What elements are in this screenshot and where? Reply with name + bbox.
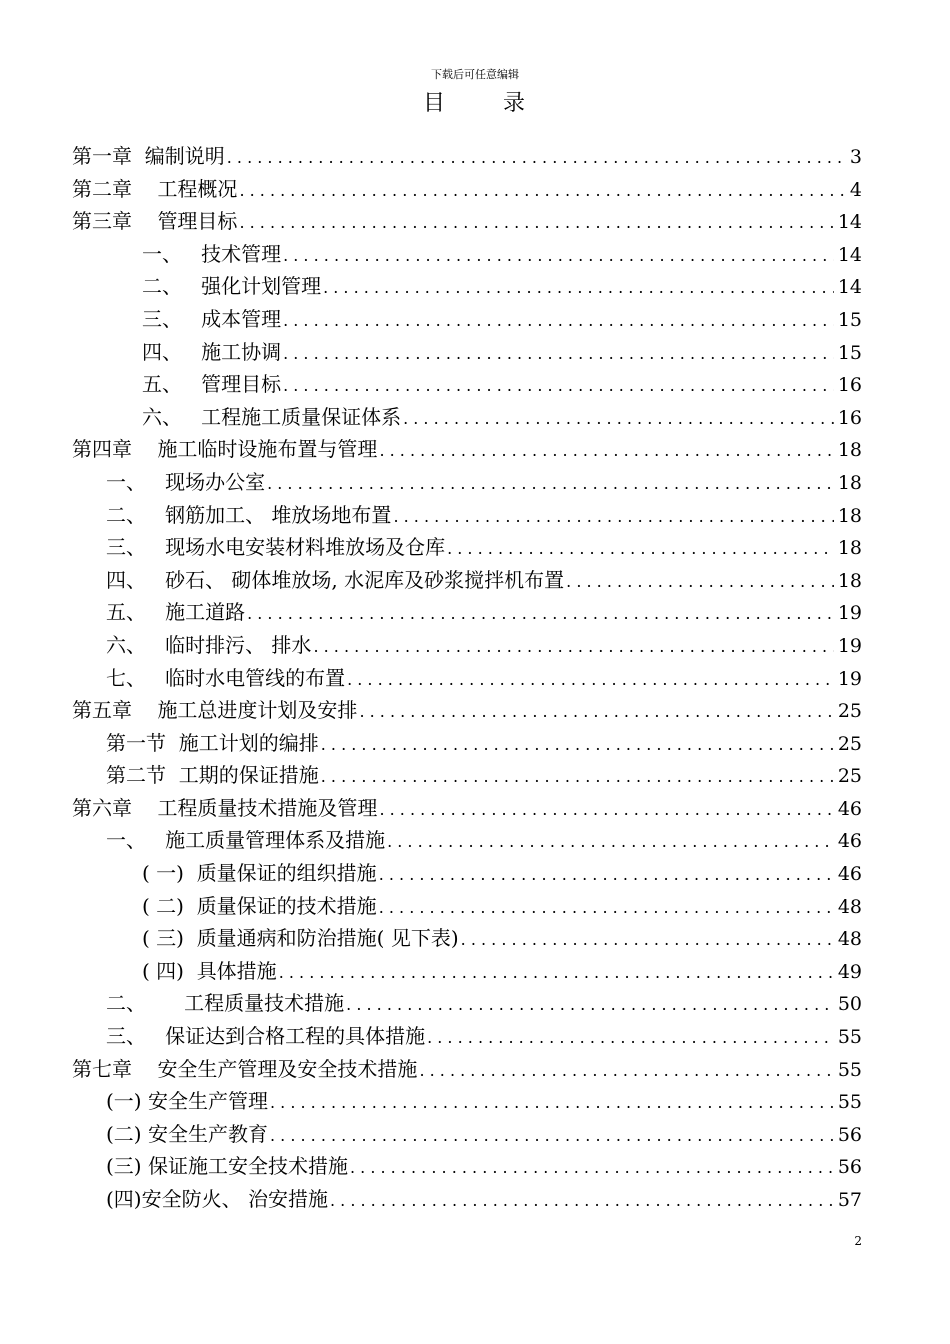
- toc-entry-page: 14: [837, 243, 862, 266]
- toc-entry-page: 19: [837, 667, 862, 690]
- toc-entry-page: 18: [837, 569, 862, 592]
- toc-entry[interactable]: [72, 727, 862, 760]
- toc-entry-number: (一): [106, 1089, 148, 1114]
- toc-entry[interactable]: [72, 238, 862, 271]
- toc-entry-label: 管理目标: [201, 372, 282, 397]
- toc-dot-leader: [281, 370, 834, 403]
- toc-entry-label: 工程质量技术措施: [184, 991, 345, 1016]
- toc-entry-label: 临时水电管线的布置: [165, 665, 346, 690]
- toc-entry-label: 工期的保证措施: [178, 763, 319, 788]
- toc-entry[interactable]: [72, 140, 862, 173]
- toc-entry-page: 25: [837, 765, 862, 788]
- toc-entry-label: 工程施工质量保证体系: [201, 404, 402, 429]
- toc-entry-label: 安全防火、 治安措施: [141, 1187, 328, 1211]
- toc-entry-number: 一、: [106, 469, 166, 494]
- toc-entry-number: 五、: [106, 600, 166, 625]
- toc-entry-number: ( 二): [142, 893, 197, 918]
- toc-entry-page: 14: [837, 211, 862, 234]
- toc-entry-number: 第三章: [72, 209, 158, 234]
- toc-dot-leader: [391, 501, 833, 534]
- toc-entry[interactable]: [72, 759, 862, 792]
- title-part-2: 录: [503, 91, 528, 116]
- toc-dot-leader: [225, 142, 846, 175]
- toc-entry-number: 七、: [106, 665, 166, 690]
- toc-dot-leader: [268, 1087, 834, 1120]
- toc-entry-label: 工程概况: [157, 176, 238, 201]
- toc-entry-page: 16: [837, 374, 862, 397]
- toc-entry[interactable]: [72, 433, 862, 466]
- toc-entry-label: 现场水电安装材料堆放场及仓库: [165, 535, 446, 560]
- toc-entry-label: 质量保证的技术措施: [196, 893, 377, 918]
- toc-entry-label: 保证施工安全技术措施: [147, 1154, 348, 1179]
- toc-entry[interactable]: [72, 890, 862, 923]
- toc-entry[interactable]: [72, 1085, 862, 1118]
- toc-entry-page: 46: [837, 797, 862, 820]
- toc-entry[interactable]: [72, 336, 862, 369]
- toc-entry-label: 施工协调: [201, 339, 282, 364]
- table-of-contents: [72, 140, 862, 1216]
- toc-entry-label: 强化计划管理: [201, 274, 322, 299]
- header-note: 下载后可任意编辑: [431, 68, 519, 81]
- toc-dot-leader: [344, 989, 834, 1022]
- toc-dot-leader: [319, 761, 834, 794]
- toc-entry[interactable]: [72, 955, 862, 988]
- toc-entry-page: 56: [837, 1123, 862, 1146]
- toc-entry[interactable]: [72, 857, 862, 890]
- toc-entry-number: 三、: [142, 306, 202, 331]
- toc-entry-number: 二、: [106, 502, 166, 527]
- toc-entry-page: 56: [837, 1156, 862, 1179]
- toc-entry-number: 三、: [106, 1024, 166, 1049]
- toc-entry-label: 技术管理: [201, 241, 282, 266]
- toc-entry-page: 4: [849, 178, 862, 201]
- toc-entry[interactable]: [72, 205, 862, 238]
- toc-dot-leader: [328, 1185, 834, 1218]
- toc-dot-leader: [268, 1120, 834, 1153]
- toc-entry-number: 一、: [106, 828, 166, 853]
- toc-entry-number: (三): [106, 1154, 148, 1179]
- toc-dot-leader: [237, 207, 833, 240]
- toc-dot-leader: [281, 305, 834, 338]
- toc-entry-page: 25: [837, 732, 862, 755]
- toc-entry[interactable]: [72, 466, 862, 499]
- page-title: [0, 86, 950, 117]
- toc-entry-page: 49: [837, 960, 862, 983]
- toc-entry-label: 施工临时设施布置与管理: [157, 437, 378, 462]
- toc-dot-leader: [377, 892, 834, 925]
- toc-dot-leader: [311, 631, 833, 664]
- toc-entry-label: 安全生产教育: [147, 1121, 268, 1146]
- toc-entry-number: 四、: [142, 339, 202, 364]
- toc-entry-page: 15: [837, 341, 862, 364]
- toc-entry-label: 安全生产管理及安全技术措施: [157, 1056, 418, 1081]
- toc-entry-number: ( 一): [142, 861, 197, 886]
- toc-entry[interactable]: [72, 1053, 862, 1086]
- toc-entry[interactable]: [72, 1150, 862, 1183]
- toc-entry-page: 48: [837, 928, 862, 951]
- toc-entry-number: 二、: [142, 274, 202, 299]
- toc-entry[interactable]: [72, 401, 862, 434]
- toc-entry-number: 第六章: [72, 795, 158, 820]
- toc-dot-leader: [445, 533, 834, 566]
- toc-entry-page: 57: [837, 1189, 862, 1211]
- toc-entry-page: 18: [837, 537, 862, 560]
- toc-entry-number: 六、: [142, 404, 202, 429]
- toc-entry-number: 第一节: [106, 730, 179, 755]
- toc-entry-number: 六、: [106, 632, 166, 657]
- toc-entry-page: 14: [837, 276, 862, 299]
- toc-entry-label: 具体措施: [196, 958, 277, 983]
- toc-dot-leader: [459, 924, 834, 957]
- toc-entry-label: 管理目标: [157, 209, 238, 234]
- toc-entry[interactable]: [72, 1118, 862, 1151]
- page-number: 2: [854, 1234, 862, 1248]
- toc-entry-label: 临时排污、 排水: [165, 632, 312, 657]
- toc-entry-page: 50: [837, 993, 862, 1016]
- toc-dot-leader: [319, 729, 834, 762]
- toc-entry-page: 19: [837, 634, 862, 657]
- toc-entry-label: 施工总进度计划及安排: [157, 698, 358, 723]
- toc-dot-leader: [321, 272, 834, 305]
- toc-dot-leader: [385, 826, 834, 859]
- toc-entry-number: 三、: [106, 535, 166, 560]
- toc-entry-page: 16: [837, 406, 862, 429]
- toc-entry-page: 19: [837, 602, 862, 625]
- toc-dot-leader: [377, 794, 833, 827]
- toc-entry[interactable]: [72, 1020, 862, 1053]
- toc-dot-leader: [357, 696, 833, 729]
- toc-entry-page: 15: [837, 308, 862, 331]
- toc-entry-label: 保证达到合格工程的具体措施: [165, 1024, 426, 1049]
- toc-entry-page: 18: [837, 439, 862, 462]
- toc-entry[interactable]: [72, 694, 862, 727]
- toc-entry-label: 施工计划的编排: [178, 730, 319, 755]
- toc-entry[interactable]: [72, 1183, 862, 1216]
- toc-entry-number: ( 四): [142, 958, 197, 983]
- toc-entry-page: 46: [837, 830, 862, 853]
- toc-entry[interactable]: [72, 303, 862, 336]
- toc-entry[interactable]: [72, 922, 862, 955]
- toc-dot-leader: [265, 468, 834, 501]
- toc-entry-label: 质量通病和防治措施( 见下表): [196, 926, 459, 951]
- toc-entry-page: 55: [837, 1058, 862, 1081]
- toc-dot-leader: [401, 403, 834, 436]
- toc-entry-number: 第一章: [72, 144, 145, 168]
- toc-dot-leader: [345, 664, 834, 697]
- toc-dot-leader: [237, 175, 845, 208]
- toc-entry-number: 第二节: [106, 763, 179, 788]
- toc-entry-label: 现场办公室: [165, 469, 266, 494]
- toc-entry-number: 第七章: [72, 1056, 158, 1081]
- toc-entry[interactable]: [72, 564, 862, 597]
- toc-entry-number: 一、: [142, 241, 202, 266]
- toc-entry[interactable]: [72, 987, 862, 1020]
- toc-entry[interactable]: [72, 368, 862, 401]
- toc-entry-label: 施工道路: [165, 600, 246, 625]
- toc-entry[interactable]: [72, 531, 862, 564]
- toc-entry-number: ( 三): [142, 926, 197, 951]
- toc-entry-number: 五、: [142, 372, 202, 397]
- toc-entry[interactable]: [72, 270, 862, 303]
- toc-dot-leader: [277, 957, 834, 990]
- toc-dot-leader: [377, 859, 834, 892]
- toc-dot-leader: [377, 435, 833, 468]
- toc-dot-leader: [245, 598, 834, 631]
- toc-entry-page: 18: [837, 504, 862, 527]
- toc-entry-label: 成本管理: [201, 306, 282, 331]
- toc-entry-number: 第二章: [72, 176, 158, 201]
- toc-entry-page: 55: [837, 1091, 862, 1114]
- toc-dot-leader: [348, 1152, 834, 1185]
- toc-entry-number: (二): [106, 1121, 148, 1146]
- title-part-1: 目: [422, 91, 447, 116]
- toc-entry[interactable]: [72, 662, 862, 695]
- toc-entry-page: 46: [837, 863, 862, 886]
- toc-dot-leader: [564, 566, 834, 599]
- toc-entry[interactable]: [72, 596, 862, 629]
- toc-entry[interactable]: [72, 173, 862, 206]
- toc-entry[interactable]: [72, 792, 862, 825]
- toc-entry-number: 二、: [106, 991, 185, 1016]
- toc-entry[interactable]: [72, 824, 862, 857]
- toc-entry-label: 施工质量管理体系及措施: [165, 828, 386, 853]
- toc-entry-page: 48: [837, 895, 862, 918]
- toc-entry-page: 55: [837, 1026, 862, 1049]
- toc-entry-label: 工程质量技术措施及管理: [157, 795, 378, 820]
- toc-entry[interactable]: [72, 499, 862, 532]
- toc-entry-number: 第五章: [72, 698, 158, 723]
- toc-entry-number: (四): [106, 1187, 142, 1211]
- toc-entry-page: 25: [837, 700, 862, 723]
- toc-entry-number: 第四章: [72, 437, 158, 462]
- toc-dot-leader: [417, 1055, 833, 1088]
- toc-entry-label: 质量保证的组织措施: [196, 861, 377, 886]
- toc-entry-page: 3: [849, 146, 862, 168]
- toc-entry-label: 钢筋加工、 堆放场地布置: [165, 502, 392, 527]
- toc-entry-number: 四、: [106, 567, 166, 592]
- toc-entry-label: 砂石、 砌体堆放场, 水泥库及砂浆搅拌机布置: [165, 567, 565, 592]
- toc-entry-label: 安全生产管理: [147, 1089, 268, 1114]
- toc-entry[interactable]: [72, 629, 862, 662]
- toc-entry-page: 18: [837, 471, 862, 494]
- toc-dot-leader: [281, 240, 834, 273]
- toc-dot-leader: [281, 338, 834, 371]
- toc-dot-leader: [425, 1022, 834, 1055]
- toc-entry-label: 编制说明: [144, 144, 225, 168]
